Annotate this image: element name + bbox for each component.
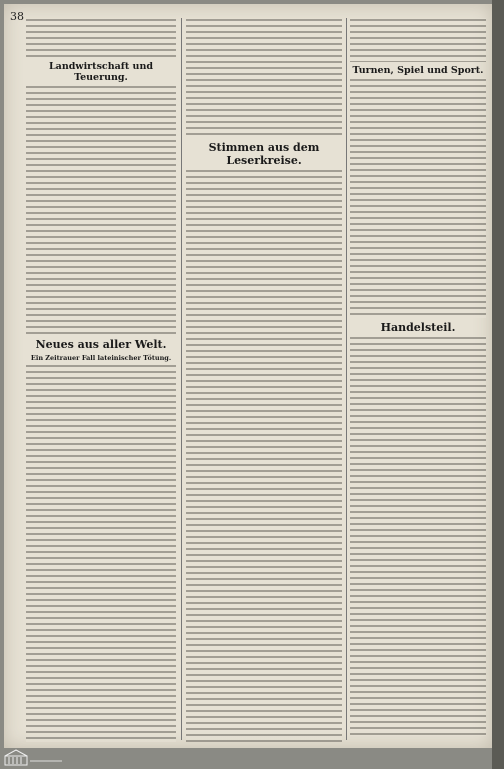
article-heading: Ein Zeitrauer Fall lateinischer Tötung. [30,354,172,362]
text-block [26,18,176,58]
text-block [350,78,486,318]
section-heading: Turnen, Spiel und Sport. [352,65,484,76]
text-block [186,169,342,742]
section-heading: Neues aus aller Welt. [35,338,167,351]
text-block [350,18,486,62]
text-block [350,336,486,736]
newspaper-page [4,4,492,748]
column-2 [186,18,342,742]
text-block [26,364,176,742]
library-logo-icon [4,748,64,766]
text-block [186,18,342,138]
section-heading: Handelsteil. [380,321,456,334]
article-heading: Landwirtschaft und Teuerung. [49,61,153,83]
page-number: 38 [10,10,24,23]
column-rule [346,18,347,740]
column-rule [181,18,182,740]
column-3 [350,18,486,742]
text-block [26,85,176,335]
scan-edge [492,0,504,769]
section-heading: Stimmen aus dem Leserkreise. [208,141,320,167]
column-1 [26,18,176,742]
